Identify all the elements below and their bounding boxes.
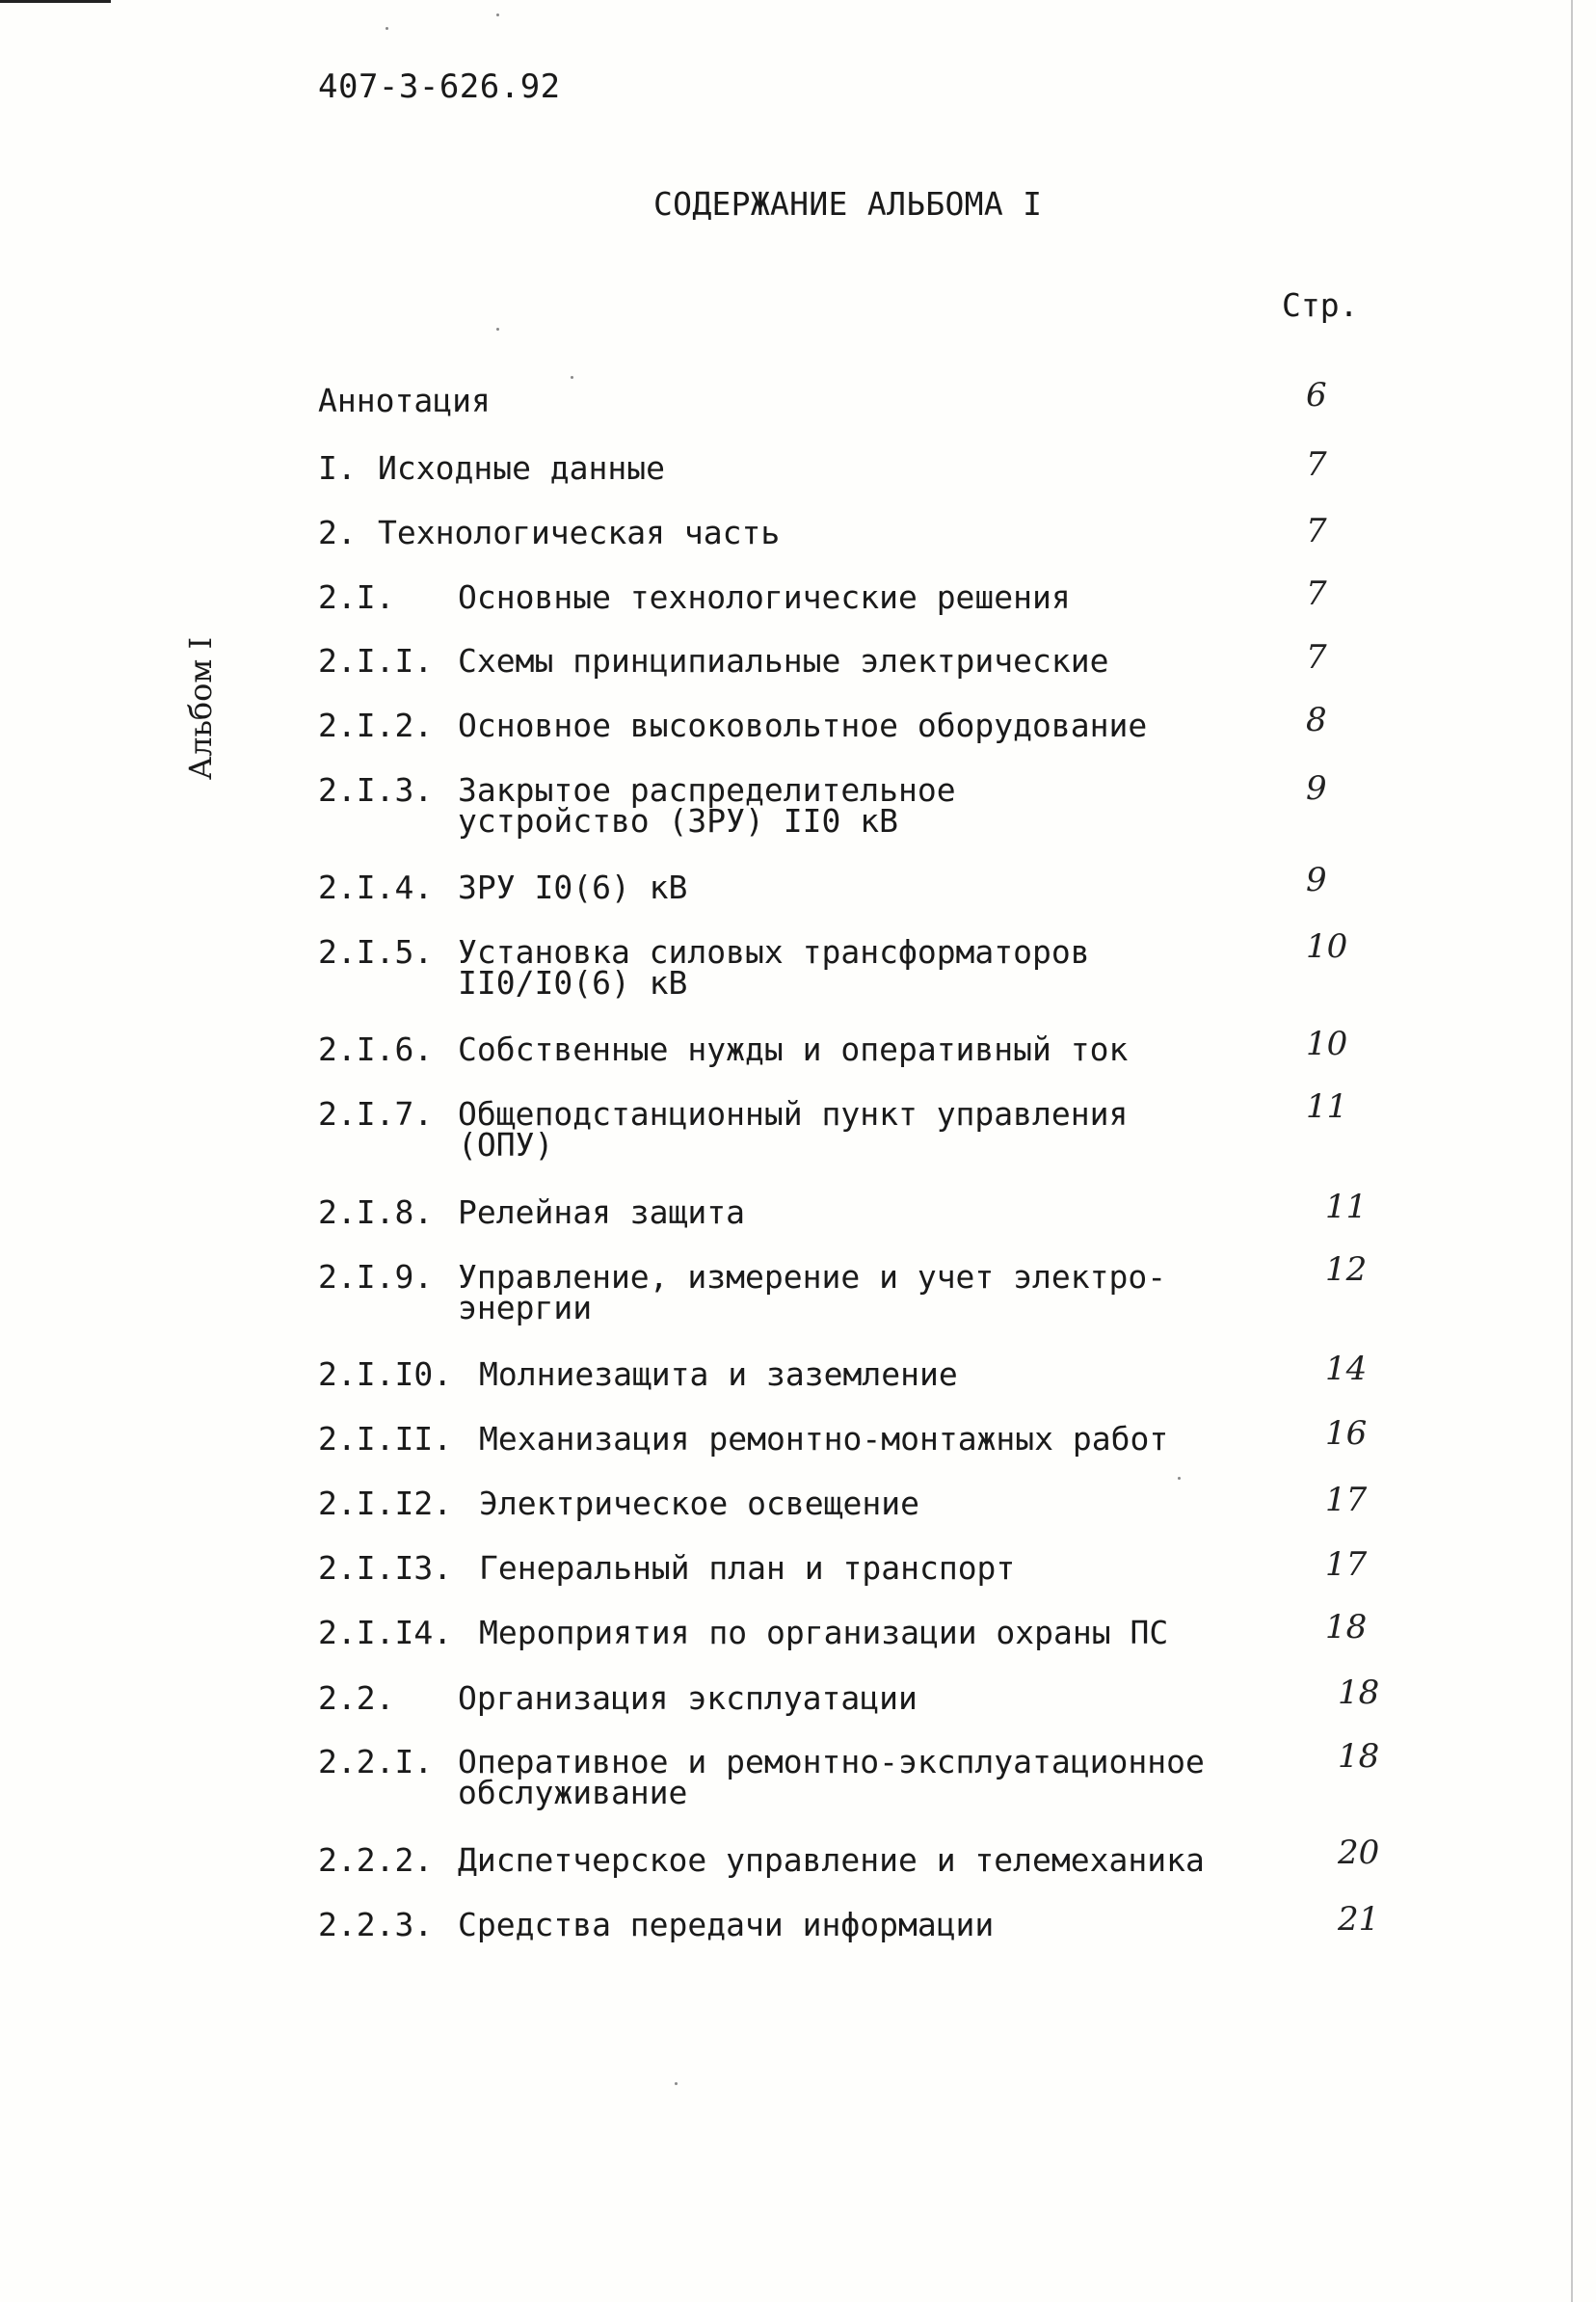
toc-entry-title: Управление, измерение и учет электро- энергии (458, 1258, 1167, 1326)
side-album-label: Альбом I (182, 636, 219, 781)
toc-entry-page: 17 (1325, 1545, 1368, 1584)
toc-entry-number: 2.I.3. (318, 771, 434, 809)
scan-speck (496, 328, 499, 331)
toc-entry-number: 2.I.I0. (318, 1355, 453, 1393)
page-column-label: Стр. (1282, 286, 1359, 324)
toc-entry-page: 7 (1306, 575, 1327, 613)
toc-entry-page: 7 (1306, 512, 1327, 550)
toc-entry-page: 17 (1325, 1481, 1368, 1519)
scan-speck (571, 376, 573, 379)
toc-entry-page: 9 (1306, 769, 1327, 808)
toc-entry-page: 7 (1306, 638, 1327, 677)
toc-entry-page: 11 (1306, 1087, 1348, 1126)
toc-entry-title: Аннотация (318, 382, 491, 419)
toc-entry-number: 2.2. (318, 1679, 395, 1717)
toc-entry-number: 2.I.8. (318, 1193, 434, 1231)
toc-entry-page: 8 (1306, 701, 1327, 739)
toc-entry-number: 2.I.5. (318, 933, 434, 971)
toc-entry-page: 9 (1306, 861, 1327, 899)
toc-entry-page: 18 (1325, 1608, 1368, 1646)
toc-entry-number: 2.I.II. (318, 1420, 453, 1458)
toc-entry-page: 7 (1306, 445, 1327, 484)
toc-entry-page: 12 (1325, 1250, 1368, 1289)
scan-speck (386, 27, 388, 30)
toc-entry-title: Технологическая часть (378, 514, 781, 551)
toc-entry-page: 18 (1338, 1737, 1380, 1776)
toc-entry-page: 6 (1306, 376, 1327, 415)
toc-entry-title: Релейная защита (458, 1193, 746, 1231)
toc-entry-title: Молниезащита и заземление (479, 1355, 958, 1393)
toc-entry-title: Средства передачи информации (458, 1906, 995, 1943)
toc-entry-number: 2.I.I2. (318, 1485, 453, 1522)
toc-entry-page: 10 (1306, 927, 1348, 966)
toc-entry-page: 20 (1338, 1834, 1380, 1872)
toc-entry-title: Установка силовых трансформаторов II0/I0(6) кВ (458, 933, 1090, 1002)
toc-entry-title: Закрытое распределительное устройство (ЗРУ) II0 кВ (458, 771, 956, 840)
toc-entry-title: Основное высоковольтное оборудование (458, 707, 1148, 744)
toc-entry-number: 2.I.4. (318, 869, 434, 906)
toc-entry-title: Основные технологические решения (458, 578, 1071, 616)
toc-entry-title: Мероприятия по организации охраны ПС (479, 1614, 1169, 1651)
toc-entry-page: 14 (1325, 1350, 1368, 1388)
toc-entry-number: 2.I.7. (318, 1095, 434, 1133)
toc-entry-title: Исходные данные (378, 449, 666, 487)
toc-entry-number: 2.I.I4. (318, 1614, 453, 1651)
document-code: 407-3-626.92 (318, 67, 561, 106)
toc-entry-number: 2.I.6. (318, 1031, 434, 1068)
toc-entry-page: 11 (1325, 1188, 1368, 1226)
page-title: СОДЕРЖАНИЕ АЛЬБОМА I (653, 185, 1043, 223)
toc-entry-number: 2.I.I. (318, 642, 434, 680)
toc-entry-title: Механизация ремонтно-монтажных работ (479, 1420, 1169, 1458)
toc-entry-number: 2.I.2. (318, 707, 434, 744)
toc-entry-page: 18 (1338, 1673, 1380, 1712)
toc-entry-title: Собственные нужды и оперативный ток (458, 1031, 1129, 1068)
toc-entry-page: 10 (1306, 1025, 1348, 1063)
toc-entry-number: I. (318, 449, 357, 487)
toc-entry-title: Оперативное и ремонтно-эксплуатационное обслуживание (458, 1743, 1205, 1811)
toc-entry-title: Организация эксплуатации (458, 1679, 918, 1717)
toc-entry-title: Генеральный план и транспорт (479, 1549, 1016, 1587)
toc-entry-number: 2.I. (318, 578, 395, 616)
toc-entry-title: Общеподстанционный пункт управления (ОПУ) (458, 1095, 1129, 1164)
toc-entry-number: 2.2.I. (318, 1743, 434, 1780)
toc-entry-number: 2.2.2. (318, 1841, 434, 1879)
toc-entry-number: 2.2.3. (318, 1906, 434, 1943)
scan-speck (675, 2082, 678, 2085)
toc-entry-number: 2.I.I3. (318, 1549, 453, 1587)
scan-speck (496, 13, 499, 16)
toc-entry-title: Электрическое освещение (479, 1485, 919, 1522)
toc-entry-page: 16 (1325, 1414, 1368, 1453)
toc-entry-title: Схемы принципиальные электрические (458, 642, 1109, 680)
toc-entry-title: ЗРУ I0(6) кВ (458, 869, 688, 906)
toc-entry-number: 2. (318, 514, 357, 551)
toc-entry-number: 2.I.9. (318, 1258, 434, 1296)
scan-speck (1178, 1477, 1181, 1480)
toc-entry-title: Диспетчерское управление и телемеханика (458, 1841, 1205, 1879)
toc-entry-page: 21 (1338, 1900, 1380, 1939)
